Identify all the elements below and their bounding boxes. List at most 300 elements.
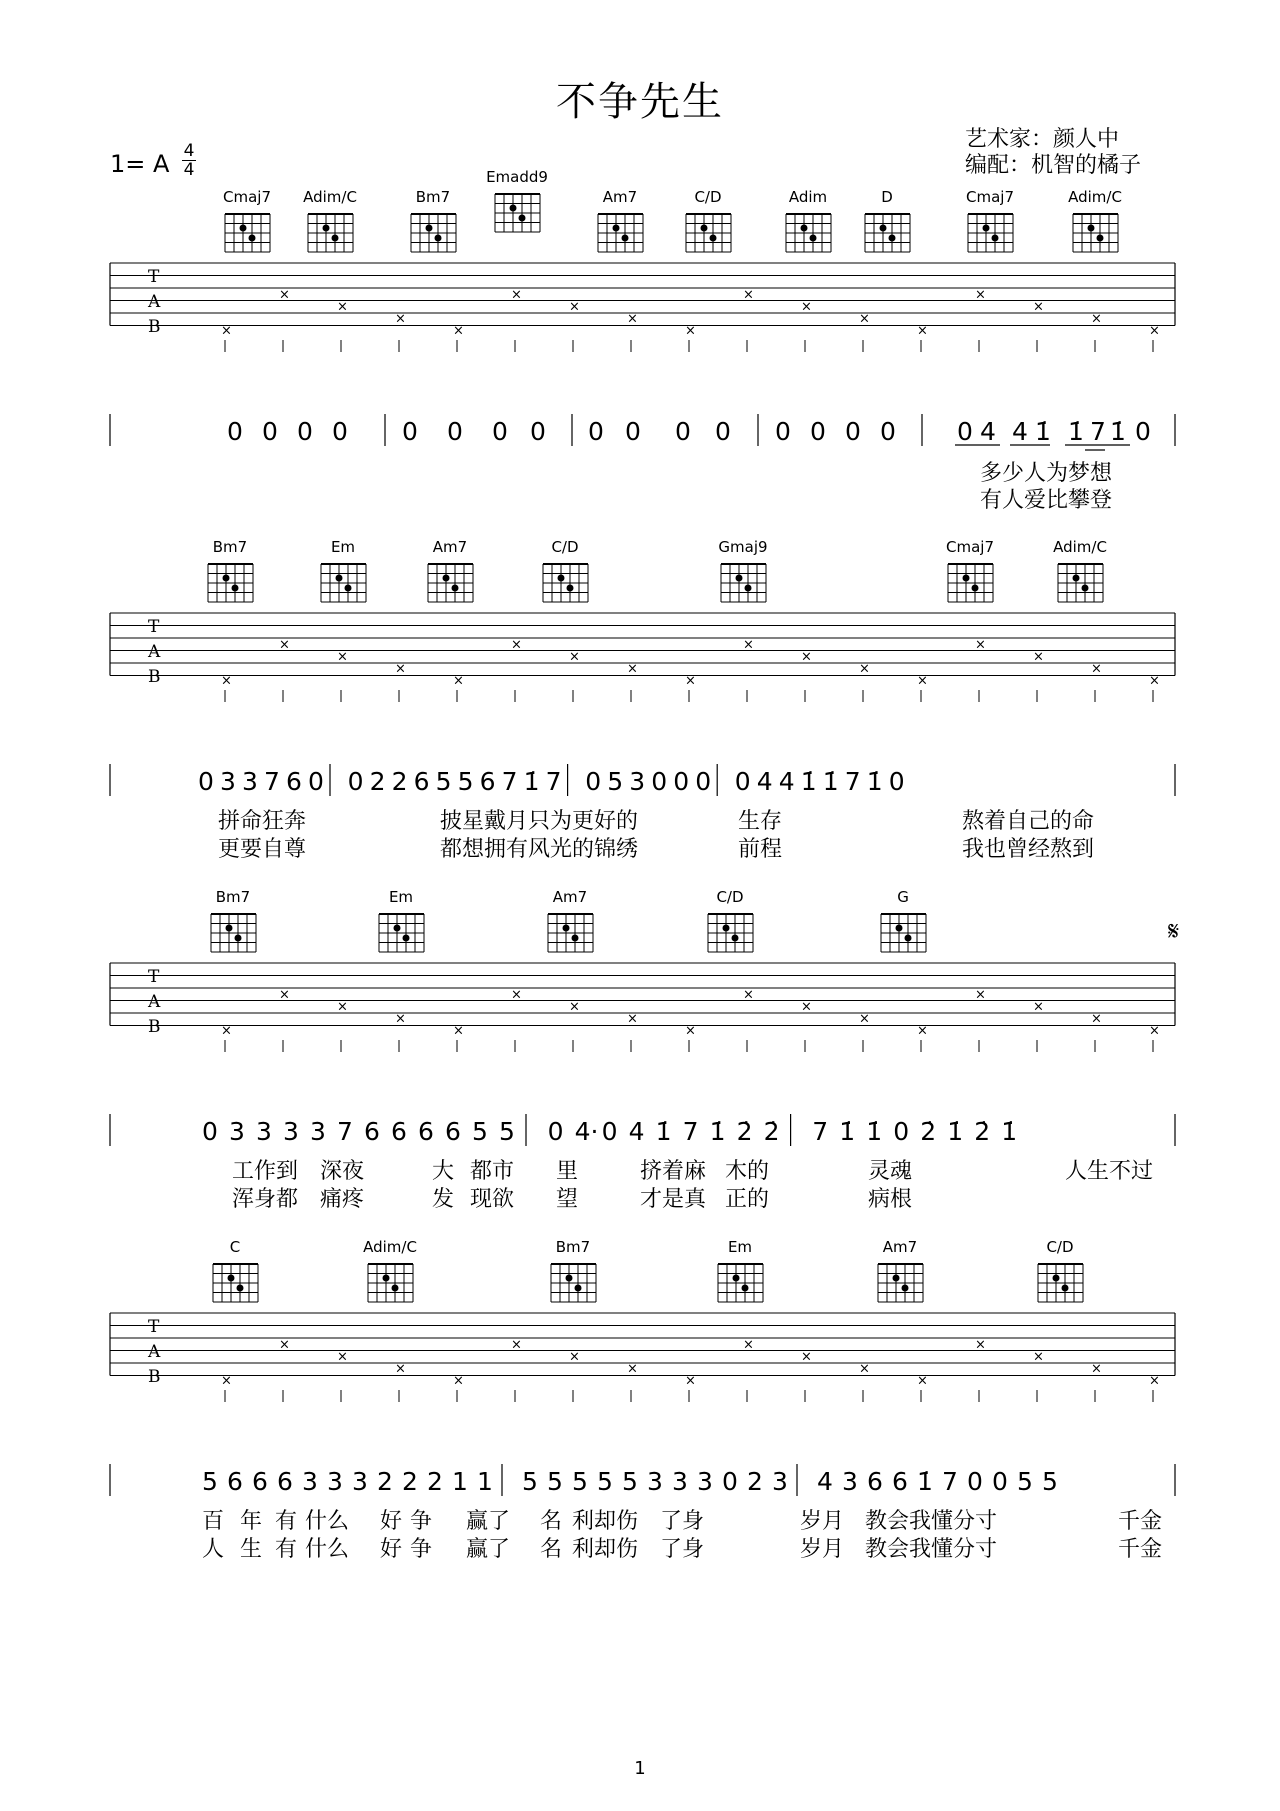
svg-text:×: × (569, 299, 580, 315)
chord-grid (213, 1264, 258, 1302)
tab-staff (110, 613, 1175, 687)
svg-text:×: × (511, 987, 522, 1003)
note: 6 (418, 1117, 434, 1146)
chord-name: Am7 (432, 538, 468, 556)
note: 1 (477, 1467, 493, 1496)
svg-text:×: × (801, 1349, 812, 1365)
note: 0 (893, 1117, 910, 1146)
note: 2 (369, 767, 386, 796)
system-1 (0, 168, 1280, 500)
svg-text:×: × (801, 299, 812, 315)
note: 4 (817, 1467, 833, 1496)
finger-dot (249, 235, 256, 242)
lyric: 病根 (868, 1187, 913, 1212)
chord-grid (968, 214, 1013, 252)
note: 1̇ (523, 767, 540, 796)
note: 2 (402, 1467, 418, 1496)
chord-diagram (718, 538, 767, 556)
chord-grids (208, 564, 1103, 602)
lyric: 千金 (1118, 1537, 1163, 1562)
finger-dot (403, 935, 410, 942)
chord-diagram (416, 188, 450, 206)
svg-text:×: × (279, 637, 290, 653)
note: 6 (867, 1467, 883, 1496)
note: 3 (842, 1467, 858, 1496)
note: 3 (229, 1117, 245, 1146)
chord-name: Am7 (552, 888, 588, 906)
svg-text:×: × (1091, 1361, 1102, 1377)
note: 0 (810, 417, 826, 446)
note: 0 (888, 767, 905, 796)
note: 4 (778, 767, 795, 796)
lyric: 浑身都 (232, 1187, 299, 1212)
note: 1 (452, 1467, 468, 1496)
chord-name: C/D (1046, 1238, 1074, 1256)
notation-line (110, 414, 1175, 450)
svg-text:×: × (801, 649, 812, 665)
note: 1̇ (1035, 417, 1051, 446)
chord-name: Bm7 (212, 538, 248, 556)
note: 4 (628, 1117, 645, 1146)
chord-name: Adim/C (303, 188, 357, 206)
lyric: 教会我懂分寸 (865, 1509, 998, 1534)
chord-diagram (1068, 188, 1122, 206)
tab-letter: T (148, 967, 160, 987)
svg-text:×: × (395, 661, 406, 677)
notation-line (110, 764, 1175, 796)
lyric: 都市 (470, 1159, 515, 1184)
note: 3 (327, 1467, 343, 1496)
lyric: 赢了 (466, 1537, 511, 1562)
note: 3 (647, 1467, 663, 1496)
chord-name: Bm7 (415, 188, 451, 206)
note: 5 (202, 1467, 218, 1496)
note: 0 (880, 417, 896, 446)
chord-name: Cmaj7 (966, 188, 1014, 206)
finger-dot (1073, 575, 1080, 582)
finger-dot (893, 1275, 900, 1282)
svg-text:×: × (1091, 311, 1102, 327)
tab-staff (110, 1313, 1175, 1387)
tab-staff (110, 963, 1175, 1037)
svg-text:×: × (511, 1337, 522, 1353)
svg-text:×: × (859, 311, 870, 327)
svg-text:×: × (627, 1011, 638, 1027)
finger-dot (435, 235, 442, 242)
note: 0 (492, 417, 508, 446)
note: 1̇ (917, 1467, 933, 1496)
svg-text:×: × (859, 661, 870, 677)
note: 0 (625, 417, 641, 446)
lyric: 了身 (660, 1509, 705, 1534)
svg-text:×: × (975, 1337, 986, 1353)
note: 3 (256, 1117, 272, 1146)
chord-diagram (728, 1238, 752, 1256)
svg-text:×: × (569, 649, 580, 665)
system-3 (0, 880, 1280, 1220)
lyric: 拼命狂奔 (218, 809, 307, 834)
lyric: 教会我懂分寸 (865, 1537, 998, 1562)
finger-dot (1053, 1275, 1060, 1282)
lyric: 有 (275, 1509, 298, 1534)
chord-name: D (881, 188, 893, 206)
lyric: 现欲 (470, 1187, 515, 1212)
svg-text:×: × (975, 287, 986, 303)
chord-grid (598, 214, 643, 252)
tab-letter: T (148, 267, 160, 287)
chord-diagrams-row-3 (216, 888, 909, 906)
chord-grid (428, 564, 473, 602)
chord-name: Bm7 (555, 1238, 591, 1256)
note: 6 (252, 1467, 268, 1496)
chord-grid (786, 214, 831, 252)
chord-name: Am7 (882, 1238, 918, 1256)
lyric: 发 (432, 1187, 455, 1212)
lyric: 披星戴月只为更好的 (440, 809, 639, 834)
lyric: 有 (275, 1537, 298, 1562)
chord-diagram (553, 888, 587, 906)
note: 0 (775, 417, 791, 446)
finger-dot (452, 585, 459, 592)
svg-text:×: × (1149, 323, 1160, 339)
lyric: 熬着自己的命 (962, 809, 1095, 834)
tab-notes (221, 988, 1160, 1052)
note: 3 (242, 767, 258, 796)
lyric: 好 (380, 1537, 403, 1562)
note: 7 (942, 1467, 958, 1496)
chord-diagram (556, 1238, 590, 1256)
finger-dot (1088, 225, 1095, 232)
chord-name: Adim (788, 188, 828, 206)
svg-text:×: × (453, 323, 464, 339)
lyric: 千金 (1118, 1509, 1163, 1534)
finger-dot (566, 1275, 573, 1282)
chord-diagram (694, 188, 721, 206)
note: 1̇ (839, 1117, 856, 1146)
finger-dot (332, 235, 339, 242)
lyric: 里 (556, 1159, 579, 1184)
note: 7 (1090, 417, 1106, 446)
note: 6 (364, 1117, 380, 1146)
lyric: 什么 (305, 1537, 350, 1562)
note: 1̇ (947, 1117, 964, 1146)
chord-name: Gmaj9 (718, 538, 768, 556)
note: 1̇ (709, 1117, 726, 1146)
lyric: 百 (202, 1509, 225, 1534)
finger-dot (963, 575, 970, 582)
note: 0 (1135, 417, 1151, 446)
svg-text:×: × (917, 1373, 928, 1389)
lyric: 深夜 (320, 1159, 365, 1184)
tab-letter: A (148, 642, 161, 662)
chord-grid (878, 1264, 923, 1302)
lyric: 岁月 (800, 1509, 845, 1534)
page-number: 1 (634, 1758, 646, 1779)
chord-name: G (897, 888, 909, 906)
svg-text:×: × (453, 673, 464, 689)
finger-dot (394, 925, 401, 932)
note: 2 (747, 1467, 763, 1496)
note: 0 (967, 1467, 983, 1496)
chord-grid (208, 564, 253, 602)
finger-dot (972, 585, 979, 592)
chord-diagram (946, 538, 994, 556)
note: 0 (347, 767, 364, 796)
svg-text:×: × (975, 637, 986, 653)
chord-name: C/D (694, 188, 722, 206)
svg-text:×: × (1149, 1373, 1160, 1389)
finger-dot (622, 235, 629, 242)
lyric: 望 (556, 1187, 579, 1212)
note: 7 (264, 767, 280, 796)
chord-grid (548, 914, 593, 952)
finger-dot (228, 1275, 235, 1282)
note: 7 (337, 1117, 353, 1146)
finger-dot (426, 225, 433, 232)
chord-diagram (881, 188, 893, 206)
notation-line (110, 1114, 1175, 1146)
note: 1̇ (866, 767, 883, 796)
chord-diagram (603, 188, 637, 206)
note: 1̇ (1001, 1117, 1018, 1146)
chord-name: Cmaj7 (946, 538, 994, 556)
chord-name: Em (727, 1238, 753, 1256)
note: 6 (227, 1467, 243, 1496)
svg-text:×: × (511, 637, 522, 653)
chord-diagram (883, 1238, 917, 1256)
note: 6 (892, 1467, 908, 1496)
finger-dot (880, 225, 887, 232)
chord-name: Adim/C (1068, 188, 1122, 206)
note: 5 (435, 767, 452, 796)
note: 5 (1017, 1467, 1033, 1496)
note: 0 (547, 1117, 564, 1146)
note: 5 (522, 1467, 538, 1496)
finger-dot (237, 1285, 244, 1292)
chord-name: Em (330, 538, 356, 556)
note: 0 (722, 1467, 738, 1496)
finger-dot (905, 935, 912, 942)
svg-text:×: × (627, 661, 638, 677)
chord-diagram (389, 888, 413, 906)
chord-name: Adim/C (1053, 538, 1107, 556)
chord-grid (225, 214, 270, 252)
lyrics (202, 1509, 1162, 1562)
tab-letter: B (148, 667, 161, 687)
svg-text:×: × (221, 323, 232, 339)
svg-text:×: × (743, 1337, 754, 1353)
chord-name: Adim/C (363, 1238, 417, 1256)
chord-name: Bm7 (215, 888, 251, 906)
chord-diagram (897, 888, 909, 906)
svg-text:×: × (917, 1023, 928, 1039)
note: 5 (472, 1117, 488, 1146)
lyric: 生存 (738, 809, 783, 834)
chord-name: C/D (551, 538, 579, 556)
svg-text:×: × (337, 1349, 348, 1365)
finger-dot (572, 935, 579, 942)
svg-text:×: × (743, 987, 754, 1003)
note: 2̇ (736, 1117, 753, 1146)
svg-text:×: × (917, 673, 928, 689)
chord-grid (551, 1264, 596, 1302)
note: 1̇ (866, 1117, 883, 1146)
note: 0 (992, 1467, 1008, 1496)
chord-diagram (213, 538, 247, 556)
note: 0 (332, 417, 348, 446)
finger-dot (563, 925, 570, 932)
note: 6 (286, 767, 302, 796)
tab-staff (110, 263, 1175, 337)
lyrics (218, 809, 1094, 862)
svg-text:×: × (221, 673, 232, 689)
svg-text:×: × (279, 987, 290, 1003)
note: 2 (391, 767, 408, 796)
finger-dot (223, 575, 230, 582)
svg-text:×: × (337, 299, 348, 315)
chord-diagram (551, 538, 578, 556)
svg-text:×: × (859, 1011, 870, 1027)
note: 0 (585, 767, 602, 796)
note: 2̇ (920, 1117, 937, 1146)
lyric: 人生不过 (1065, 1159, 1154, 1184)
note: 6 (413, 767, 430, 796)
note: 7 (844, 767, 861, 796)
note: 5 (499, 1117, 515, 1146)
note: 0 (845, 417, 861, 446)
lyric: 都想拥有风光的锦绣 (440, 837, 639, 862)
lyric-line-2: 有人爱比攀登 (980, 488, 1113, 513)
lyric: 赢了 (466, 1509, 511, 1534)
tab-notes (221, 1338, 1160, 1402)
note: 3 (310, 1117, 326, 1146)
note: 4· (574, 1117, 599, 1146)
chord-grid (308, 214, 353, 252)
lyric: 前程 (738, 837, 783, 862)
lyric: 更要自尊 (218, 837, 307, 862)
lyric: 挤着麻 (640, 1159, 707, 1184)
svg-text:×: × (801, 999, 812, 1015)
note: 0 (673, 767, 690, 796)
finger-dot (519, 215, 526, 222)
chord-diagram (303, 188, 357, 206)
system-2 (0, 530, 1280, 870)
artist-credit: 艺术家：颜人中 (965, 127, 1120, 152)
svg-text:×: × (395, 311, 406, 327)
song-title: 不争先生 (556, 79, 724, 125)
svg-text:×: × (1149, 1023, 1160, 1039)
finger-dot (575, 1285, 582, 1292)
chord-diagram (331, 538, 355, 556)
lyric: 什么 (305, 1509, 350, 1534)
svg-text:×: × (453, 1023, 464, 1039)
chord-grid (368, 1264, 413, 1302)
svg-text:×: × (1149, 673, 1160, 689)
chord-name: Cmaj7 (223, 188, 271, 206)
time-signature: 4 4 (183, 141, 195, 180)
note: 5 (607, 767, 624, 796)
note: 0 (402, 417, 418, 446)
svg-text:×: × (1033, 1349, 1044, 1365)
note: 0 (227, 417, 243, 446)
chord-grid (411, 214, 456, 252)
chord-grid (718, 1264, 763, 1302)
svg-text:×: × (511, 287, 522, 303)
lyric: 名 (540, 1509, 563, 1534)
note: 3 (697, 1467, 713, 1496)
svg-text:×: × (279, 287, 290, 303)
note: 1̇ (1068, 417, 1084, 446)
note: 3 (772, 1467, 788, 1496)
svg-text:×: × (975, 987, 986, 1003)
note: 1̇ (1110, 417, 1126, 446)
finger-dot (983, 225, 990, 232)
chord-diagram (216, 888, 250, 906)
finger-dot (323, 225, 330, 232)
note: 0 (198, 767, 214, 796)
chord-diagrams-row-4 (230, 1238, 1074, 1256)
chord-grid (708, 914, 753, 952)
note: 2̇ (974, 1117, 991, 1146)
chord-grids (211, 914, 926, 952)
note: 5 (1042, 1467, 1058, 1496)
chord-grids (213, 1264, 1083, 1302)
finger-dot (240, 225, 247, 232)
tab-letter: B (148, 317, 161, 337)
note: 5 (597, 1467, 613, 1496)
note: 3 (302, 1467, 318, 1496)
chord-diagram (1046, 1238, 1073, 1256)
finger-dot (1082, 585, 1089, 592)
chord-diagrams-row-2 (213, 538, 1107, 556)
finger-dot (1097, 235, 1104, 242)
chord-name: Em (388, 888, 414, 906)
finger-dot (226, 925, 233, 932)
lyric: 争 (410, 1537, 433, 1562)
note: 3 (283, 1117, 299, 1146)
finger-dot (392, 1285, 399, 1292)
lyric: 利却伤 (572, 1509, 639, 1534)
finger-dot (710, 235, 717, 242)
note: 4 (980, 417, 996, 446)
finger-dot (736, 575, 743, 582)
note: 7 (812, 1117, 829, 1146)
note: 3 (629, 767, 646, 796)
note: 0 (588, 417, 604, 446)
svg-text:×: × (627, 1361, 638, 1377)
note: 0 (695, 767, 712, 796)
lyric: 好 (380, 1509, 403, 1534)
chord-grid (321, 564, 366, 602)
note: 2 (427, 1467, 443, 1496)
svg-text:×: × (221, 1023, 232, 1039)
lyric: 利却伤 (572, 1537, 639, 1562)
finger-dot (742, 1285, 749, 1292)
note: 0 (734, 767, 751, 796)
svg-text:×: × (453, 1373, 464, 1389)
finger-dot (801, 225, 808, 232)
lyric: 痛疼 (320, 1187, 365, 1212)
finger-dot (732, 935, 739, 942)
notation-line (110, 1464, 1175, 1496)
svg-text:×: × (337, 999, 348, 1015)
finger-dot (902, 1285, 909, 1292)
tab-letter: T (148, 1317, 160, 1337)
note: 0 (202, 1117, 218, 1146)
tab-letter: A (148, 292, 161, 312)
chord-diagram (230, 1238, 240, 1256)
note: 2̇ (763, 1117, 780, 1146)
